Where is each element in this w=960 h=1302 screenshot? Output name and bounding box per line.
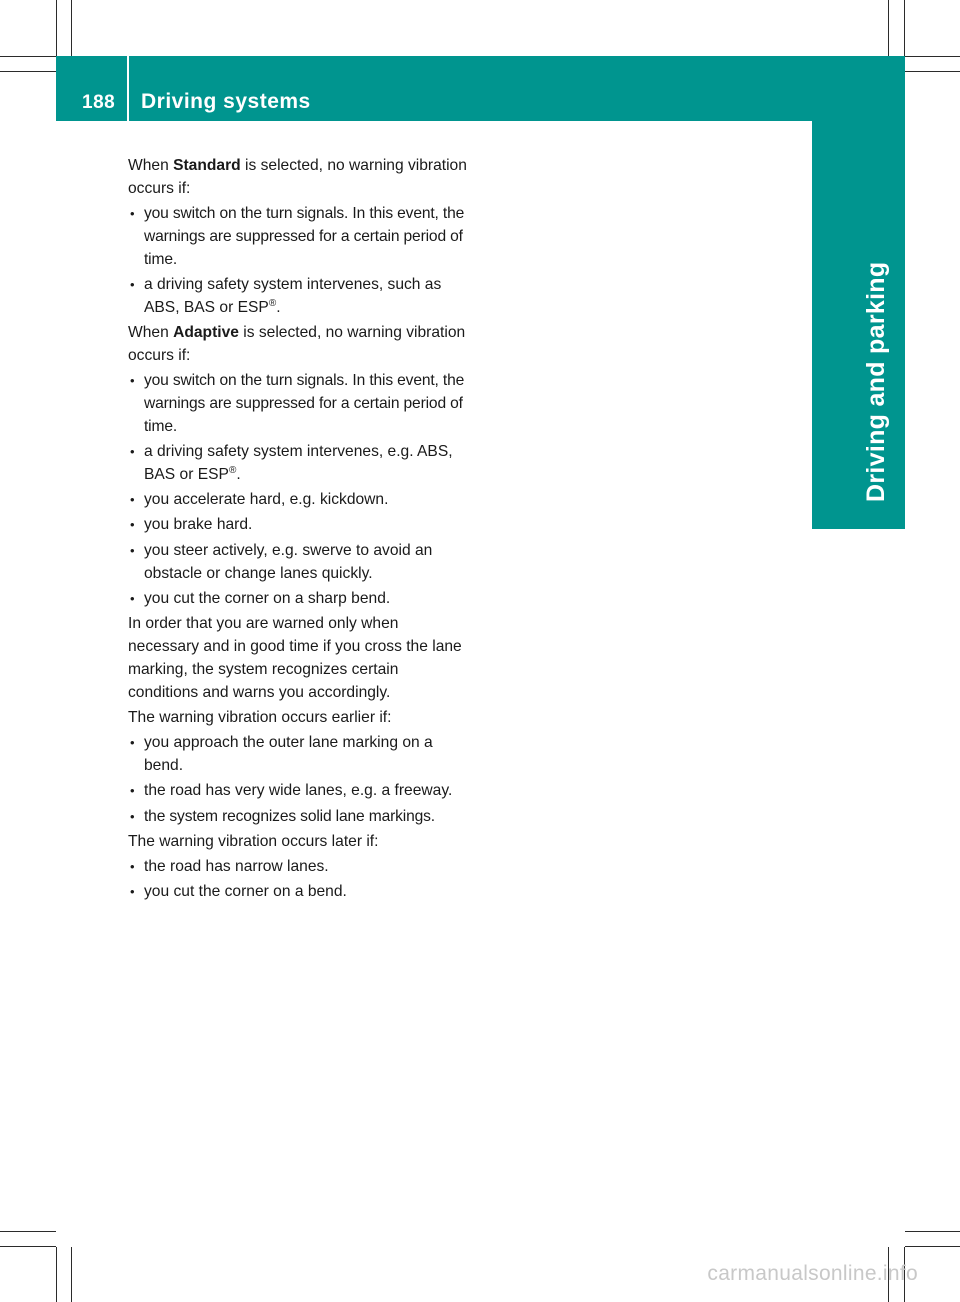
list-item: • a driving safety system intervenes, e.g. ABS, BAS or ESP®. xyxy=(128,441,468,487)
crop-mark xyxy=(56,0,57,56)
watermark: carmanualsonline.info xyxy=(707,1262,918,1285)
crop-mark xyxy=(905,1231,960,1232)
crop-mark xyxy=(71,0,72,56)
list-item: • you cut the corner on a sharp bend. xyxy=(128,588,468,611)
order-paragraph: In order that you are warned only when necessary and in good time if you cross the lane marking, the system recognizes certain conditions and warns you accordingly. xyxy=(128,615,462,701)
crop-mark xyxy=(0,1231,56,1232)
crop-mark xyxy=(56,1247,57,1302)
list-item: • you switch on the turn signals. In this event, the warnings are suppressed for a certain period of time. xyxy=(128,370,468,438)
crop-mark xyxy=(888,0,889,56)
list-item: • you accelerate hard, e.g. kickdown. xyxy=(128,489,468,512)
list-item: • you approach the outer lane marking on a bend. xyxy=(128,732,468,778)
list-item: • you cut the corner on a bend. xyxy=(128,881,468,904)
earlier-list xyxy=(128,732,468,828)
list-item: • you switch on the turn signals. In this event, the warnings are suppressed for a certain period of time. xyxy=(128,203,468,271)
crop-mark xyxy=(0,71,56,72)
header-divider xyxy=(127,56,129,121)
crop-mark xyxy=(0,56,56,57)
section-title: Driving systems xyxy=(141,90,311,113)
crop-mark xyxy=(905,56,960,57)
page-number: 188 xyxy=(82,92,116,113)
later-list xyxy=(128,856,468,904)
crop-mark xyxy=(71,1247,72,1302)
list-item: • the system recognizes solid lane markings. xyxy=(128,806,468,829)
list-item: • you steer actively, e.g. swerve to avoid an obstacle or change lanes quickly. xyxy=(128,540,468,586)
adaptive-list xyxy=(128,370,468,610)
crop-mark xyxy=(905,71,960,72)
earlier-intro: The warning vibration occurs earlier if: xyxy=(128,708,392,726)
list-item: • the road has very wide lanes, e.g. a freeway. xyxy=(128,780,468,803)
registered-mark: ® xyxy=(268,297,277,309)
crop-mark xyxy=(0,1246,56,1247)
registered-mark: ® xyxy=(228,464,237,476)
later-intro: The warning vibration occurs later if: xyxy=(128,832,379,850)
adaptive-intro: When Adaptive is selected, no warning vibration occurs if: xyxy=(128,324,466,364)
main-content xyxy=(128,155,468,907)
side-tab xyxy=(812,121,905,529)
crop-mark xyxy=(905,1246,960,1247)
standard-intro: When Standard is selected, no warning vibration occurs if: xyxy=(128,157,467,197)
list-item: • you brake hard. xyxy=(128,514,468,537)
list-item: • a driving safety system intervenes, such as ABS, BAS or ESP®. xyxy=(128,274,468,320)
standard-list xyxy=(128,203,468,319)
list-item: • the road has narrow lanes. xyxy=(128,856,468,879)
side-tab-label: Driving and parking xyxy=(862,261,890,502)
adaptive-keyword: Adaptive xyxy=(173,324,239,342)
standard-keyword: Standard xyxy=(173,157,241,174)
crop-mark xyxy=(904,0,905,56)
